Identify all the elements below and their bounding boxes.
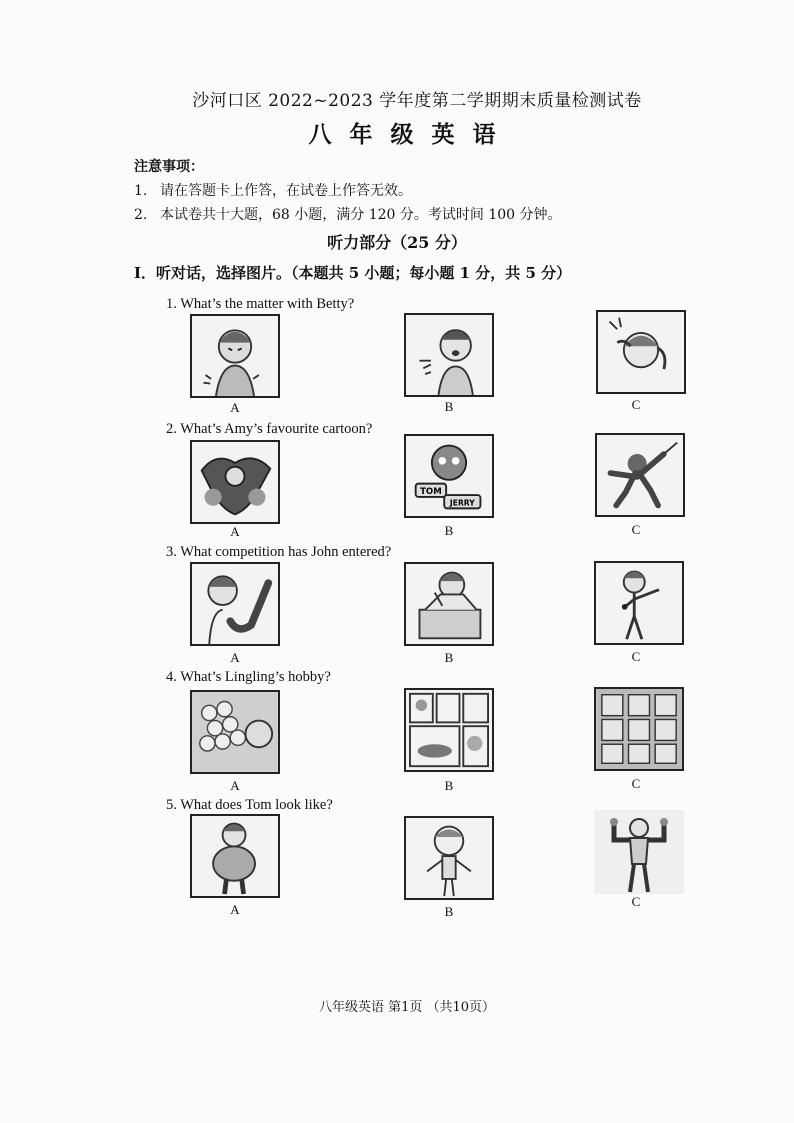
exam-title: 沙河口区 2022~2023 学年度第二学期期末质量检测试卷	[192, 91, 642, 111]
note-number: 2.	[134, 207, 148, 223]
option-label: A	[230, 400, 240, 415]
note-text: 本试卷共十大题，68 小题，满分 120 分。考试时间 100 分钟。	[160, 207, 562, 223]
tom-and-jerry-icon	[404, 434, 494, 518]
question-5: 5. What does Tom look like?	[166, 797, 333, 813]
boy-sore-throat-icon	[404, 313, 494, 397]
option-label: C	[631, 776, 641, 791]
note-text: 请在答题卡上作答，在试卷上作答无效。	[160, 183, 412, 199]
svg-text:JERRY: JERRY	[449, 498, 475, 508]
girl-coughing-icon	[190, 314, 280, 398]
option-label: C	[631, 649, 641, 664]
option-label: B	[444, 904, 454, 919]
option-label: B	[444, 650, 454, 665]
option-label: A	[230, 778, 240, 793]
question-1: 1. What’s the matter with Betty?	[166, 296, 355, 312]
thin-boy-icon	[404, 816, 494, 900]
spiderman-icon	[595, 433, 685, 517]
question-4: 4. What’s Lingling’s hobby?	[166, 669, 331, 685]
stamps-icon	[594, 687, 684, 771]
part-one-heading: Ⅰ．听对话，选择图片。（本题共 5 小题；每小题 1 分，共 5 分）	[134, 264, 572, 282]
superman-icon	[190, 440, 280, 524]
option-label: C	[631, 894, 641, 909]
option-label: A	[230, 524, 240, 539]
option-label: A	[230, 650, 240, 665]
question-3: 3. What competition has John entered?	[166, 544, 392, 560]
option-label: B	[444, 778, 454, 793]
exam-subject: 八年级英语	[308, 121, 514, 148]
option-label: B	[444, 523, 454, 538]
option-label: B	[444, 399, 454, 414]
boy-singing-icon	[594, 561, 684, 645]
girl-headache-icon	[596, 310, 686, 394]
option-label: A	[230, 902, 240, 917]
note-item	[134, 204, 562, 224]
strong-man-icon	[594, 810, 684, 894]
fat-boy-icon	[190, 814, 280, 898]
boy-writing-icon	[404, 562, 494, 646]
note-number: 1.	[134, 183, 148, 199]
question-2: 2. What’s Amy’s favourite cartoon?	[166, 421, 373, 437]
listening-heading: 听力部分（25 分）	[327, 233, 467, 252]
note-item	[134, 180, 412, 200]
coins-icon	[190, 690, 280, 774]
option-label: C	[631, 522, 641, 537]
page-footer: 八年级英语 第1页 （共10页）	[318, 1000, 496, 1015]
notes-heading: 注意事项：	[134, 159, 204, 175]
boy-saxophone-icon	[190, 562, 280, 646]
option-label: C	[631, 397, 641, 412]
svg-text:TOM: TOM	[420, 487, 442, 498]
comics-icon	[404, 688, 494, 772]
